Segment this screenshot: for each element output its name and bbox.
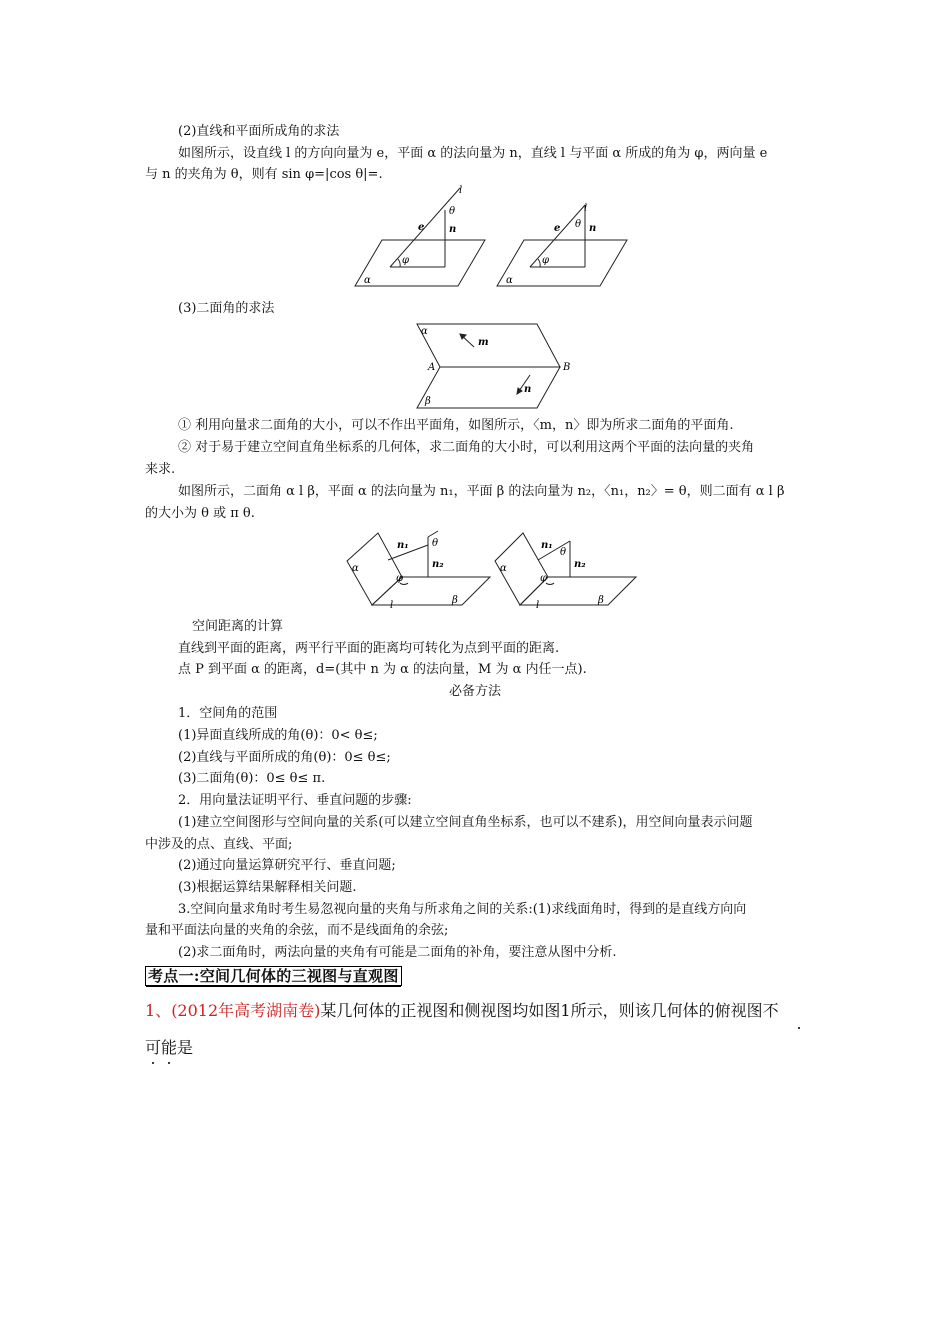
methods-l12: (2)求二面角时，两法向量的夹角有可能是二面角的补角，要注意从图中分析. [178, 945, 617, 960]
fig2-beta: β [425, 396, 431, 407]
fig1-left-l: l [459, 185, 463, 196]
s3-line5: 的大小为 θ 或 π θ. [145, 506, 255, 521]
distance-line2: 点 P 到平面 α 的距离，d=(其中 n 为 α 的法向量，M 为 α 内任一点). [178, 662, 587, 677]
methods-l10: 3.空间向量求角时考生易忽视向量的夹角与所求角之间的关系:(1)求线面角时，得到的是直线方向向 [178, 902, 747, 917]
fig3-right-theta: θ [560, 547, 567, 558]
section-2-text-line1: 如图所示，设直线 l 的方向向量为 e，平面 α 的法向量为 n，直线 l 与平面 α 所成的角为 φ，两向量 e [178, 146, 768, 161]
fig1-left-phi: φ [402, 255, 410, 266]
section-3-title: (3)二面角的求法 [178, 301, 275, 316]
fig3-right-beta: β [598, 595, 604, 606]
methods-l11: 量和平面法向量的夹角的余弦，而不是线面角的余弦; [145, 923, 449, 938]
fig1-left-n: n [449, 224, 457, 235]
s3-line4: 如图所示，二面角 α l β，平面 α 的法向量为 n₁，平面 β 的法向量为 n₂，〈n₁，n₂〉= θ，则二面有 α l β [178, 484, 785, 499]
fig3-right-l: l [536, 600, 540, 611]
fig3-left-n1: n₁ [397, 540, 409, 551]
question-1-line1 [145, 1000, 779, 1022]
fig3-right-n2: n₂ [574, 559, 586, 570]
methods-l3: (2)直线与平面所成的角(θ)：0≤ θ≤; [178, 750, 391, 765]
methods-l7: 中涉及的点、直线、平面; [145, 837, 293, 852]
fig1-left-theta: θ [449, 206, 456, 217]
fig3-right-alpha: α [500, 563, 507, 574]
figure-right [497, 205, 627, 286]
methods-l4: (3)二面角(θ)：0≤ θ≤ π. [178, 771, 326, 786]
methods-l8: (2)通过向量运算研究平行、垂直问题; [178, 858, 396, 873]
fig1-left-alpha: α [364, 275, 371, 286]
fig3-left-beta: β [452, 595, 458, 606]
figure-dihedral-angle [0, 320, 950, 410]
fig3-left-alpha: α [352, 563, 359, 574]
distance-title: 空间距离的计算 [192, 619, 284, 634]
fig1-right-phi: φ [542, 255, 550, 266]
fig3-right-n1: n₁ [541, 540, 553, 551]
fig3-left-l: l [390, 600, 394, 611]
fig1-right-theta: θ [575, 219, 582, 230]
fig3-right-phi: φ [540, 573, 548, 584]
emphasis-dot [798, 1027, 800, 1029]
question-number: 1、 [145, 1001, 172, 1020]
figure-line-plane-angle [0, 185, 950, 295]
s3-line2: ② 对于易于建立空间直角坐标系的几何体，求二面角的大小时，可以利用这两个平面的法向量的夹角 [178, 440, 755, 455]
fig1-right-alpha: α [506, 275, 513, 286]
section-2-text-line2: 与 n 的夹角为 θ，则有 sin φ=|cos θ|=. [145, 167, 383, 182]
fig2-A: A [428, 362, 436, 373]
methods-l1: 1．空间角的范围 [178, 706, 278, 721]
emphasis-dot [152, 1062, 154, 1064]
fig1-right-n: n [589, 223, 597, 234]
fig3-left-n2: n₂ [432, 559, 444, 570]
methods-l5: 2．用向量法证明平行、垂直问题的步骤: [178, 793, 412, 808]
distance-line1: 直线到平面的距离，两平行平面的距离均可转化为点到平面的距离. [178, 641, 560, 656]
fig2-B: B [563, 362, 571, 373]
methods-title: 必备方法 [448, 684, 501, 699]
figure-left [355, 188, 485, 286]
methods-l9: (3)根据运算结果解释相关问题. [178, 880, 357, 895]
methods-l2: (1)异面直线所成的角(θ)：0< θ≤; [178, 728, 378, 743]
section-2-title: (2)直线和平面所成角的求法 [178, 124, 340, 139]
fig2-n: n [524, 384, 532, 395]
fig2-m: m [478, 337, 489, 348]
exam-point-heading: 考点一:空间几何体的三视图与直观图 [145, 966, 402, 986]
fig3-left-theta: θ [432, 538, 439, 549]
fig1-right-e: e [554, 223, 561, 234]
figure-dihedral-normals [0, 525, 950, 615]
s3-line1: ① 利用向量求二面角的大小，可以不作出平面角，如图所示，〈m，n〉即为所求二面角的平面角. [178, 418, 734, 433]
s3-line3: 来求. [145, 462, 176, 477]
fig1-left-e: e [418, 222, 425, 233]
question-source: (2012年高考湖南卷) [171, 1001, 321, 1020]
fig1-right-l: l [584, 203, 588, 214]
question-1-line2: 可能是 [145, 1038, 194, 1057]
methods-l6: (1)建立空间图形与空间向量的关系(可以建立空间直角坐标系，也可以不建系)，用空间向量表示问题 [178, 815, 753, 830]
question-text: 某几何体的正视图和侧视图均如图1所示，则该几何体的俯视图不 [320, 1001, 779, 1020]
fig3-left-phi: φ [396, 573, 404, 584]
fig2-alpha: α [421, 326, 428, 337]
emphasis-dot [168, 1062, 170, 1064]
